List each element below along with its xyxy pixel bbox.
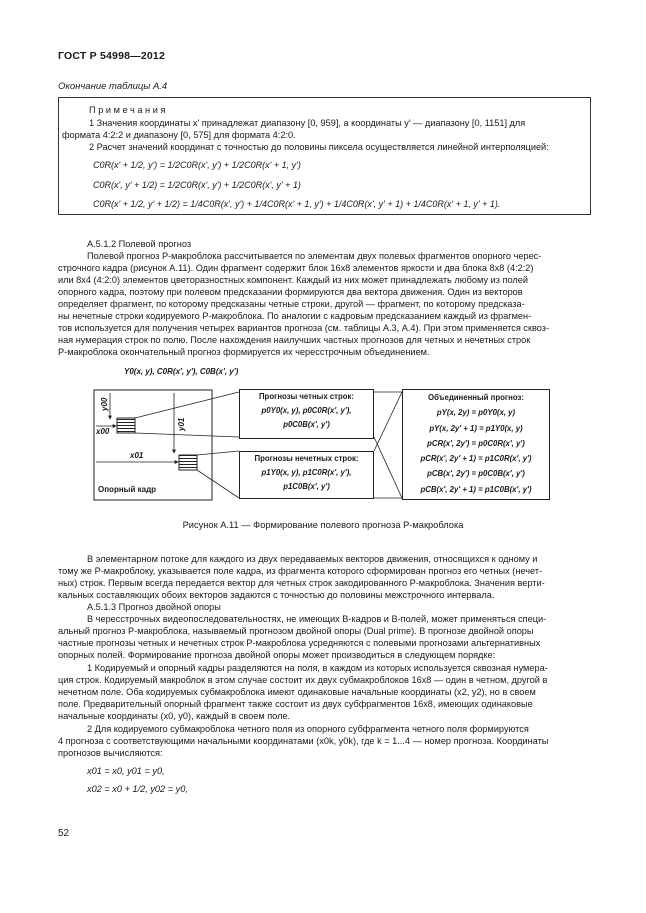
a513-item1-line: поле. Предварительный опорный фрагмент также состоит из двух субфрагментов 16x8, имеющих одинаковые — [58, 699, 533, 709]
figure-top-label: Y0(x, y), C0R(x', y'), C0B(x', y') — [124, 367, 239, 376]
table-continuation-caption: Окончание таблицы А.4 — [58, 81, 168, 92]
label-x01: x01 — [130, 451, 144, 460]
even-rows-title: Прогнозы четных строк: — [258, 392, 355, 401]
note-item-2: 2 Расчет значений координат с точностью до половины пиксела осуществляется линейной интерполяцией: — [89, 142, 549, 152]
formula-2: C0R(x', y' + 1/2) = 1/2C0R(x', y') + 1/2C0R(x', y' + 1) — [93, 180, 301, 190]
a512-line: Полевой прогноз P-макроблока рассчитывается по элементам двух полевых фрагментов опорного черес- — [87, 251, 542, 261]
a513-line: В чересстрочных видеопоследовательностях, не имеющих B-кадров и B-полей, может применяться специ- — [87, 614, 547, 624]
combined-line: pCR(x', 2y') = p0C0R(x', y') — [427, 438, 525, 448]
formula-3: C0R(x' + 1/2, y' + 1/2) = 1/4C0R(x', y') + 1/4C0R(x' + 1, y') + 1/4C0R(x', y' + 1) + 1/4C0R(x' + 1, y' + 1). — [93, 199, 501, 209]
note-item-1-line-1: 1 Значения координаты x' принадлежат диапазону [0, 959], а координаты y' — диапазону [0, 1151] для — [89, 118, 526, 128]
a513-line: альный прогноз P-макроблока, называемый прогнозом двойной опоры (Dual prime). В прогнозе двойной опоры — [58, 626, 534, 636]
document-header: ГОСТ Р 54998—2012 — [58, 50, 166, 62]
a512-line: опорного кадра, поэтому при полевом предсказании формируются два вектора движения. Один из векторов — [58, 287, 523, 297]
odd-rows-title: Прогнозы нечетных строк: — [254, 454, 359, 463]
paragraph-line: В элементарном потоке для каждого из двух передаваемых векторов движения, относящихся к одному и — [87, 554, 538, 564]
equation-1: x01 = x0, y01 = y0, — [87, 766, 165, 776]
a513-item1-line: начальные координаты (x0, y0), каждый в своем поле. — [58, 711, 291, 721]
notes-title: Примечания — [89, 105, 169, 115]
combined-line: pCB(x', 2y') = p0C0B(x', y') — [427, 469, 525, 479]
combined-prediction-box — [402, 389, 550, 500]
even-rows-prediction-box — [239, 389, 374, 439]
a513-item2-line: 4 прогноза с соответствующими начальными координатами (x0k, y0k), где k = 1...4 — номер прогноза. Координаты — [58, 736, 549, 746]
page-number: 52 — [58, 828, 70, 839]
a512-line: ны нечетные строки кодируемого P-макроблока. По аналогии с кадровым предсказанием каждый из фрагмен- — [58, 311, 532, 321]
label-x00: x00 — [96, 427, 110, 436]
a513-item1-line: нечетном поле. Оба кодируемых субмакроблока имеют одинаковые начальные координаты (x2, y2), но в своем — [58, 687, 536, 697]
formula-1: C0R(x' + 1/2, y') = 1/2C0R(x', y') + 1/2C0R(x' + 1, y') — [93, 160, 301, 170]
a513-item1-line: ция строк. Кодируемый макроблок в этом случае состоит их двух субмакроблоков 16x8 — один в четном, другой в — [58, 675, 548, 685]
section-a513-heading: А.5.1.3 Прогноз двойной опоры — [87, 602, 221, 612]
a512-line: строчного кадра (рисунок А.11). Один фрагмент содержит блок 16x8 элементов яркости и два блока 8x8 (4:2:2) — [58, 263, 534, 273]
note-item-1-line-2: формата 4:2:2 и диапазону [0, 575] для формата 4:2:0. — [62, 130, 296, 140]
a513-line: частные прогнозы четных и нечетных строк P-макроблока усредняются с полевыми прогнозами альтернативных — [58, 638, 541, 648]
a513-item2-line: прогнозов вычисляются: — [58, 748, 163, 758]
odd-rows-line: p1C0B(x', y') — [283, 482, 330, 491]
even-rows-line: p0Y0(x, y), p0C0R(x', y'), — [261, 406, 352, 415]
a512-line: определяет фрагмент, по которому предсказаны четные строки, другой — фрагмент, по которому предсказа- — [58, 299, 525, 309]
odd-rows-line: p1Y0(x, y), p1C0R(x', y'), — [261, 468, 352, 477]
notes-box — [58, 97, 591, 215]
a512-line: P-макроблока окончательный прогноз формируется их чересстрочным объединением. — [58, 347, 430, 357]
a513-line: опорных полей. Формирование прогноза двойной опоры может производиться в следующем порядке: — [58, 650, 496, 660]
label-y00: y00 — [100, 397, 109, 411]
a513-item1-line: 1 Кодируемый и опорный кадры разделяются на поля, в каждом из которых используется сквозная нумера- — [87, 663, 548, 673]
odd-rows-prediction-box — [239, 451, 374, 499]
combined-line: pY(x, 2y' + 1) = p1Y0(x, y) — [429, 423, 523, 433]
combined-line: pCR(x', 2y' + 1) = p1C0R(x', y') — [420, 454, 532, 464]
a512-line: ная нумерация строк по полю. После нахождения наилучших частных прогнозов для четных и нечетных строк — [58, 335, 531, 345]
combined-line: pY(x, 2y) = p0Y0(x, y) — [436, 408, 516, 418]
paragraph-line: тому же P-макроблоку, указывается поле кадра, из фрагмента которого сформирован прогноз его четных (нечет- — [58, 566, 543, 576]
reference-frame-label: Опорный кадр — [98, 485, 157, 494]
a512-line: или 8x4 (4:2:0) элементов цветоразностных компонент. Каждый из них может принадлежать любому из полей — [58, 275, 528, 285]
equation-2: x02 = x0 + 1/2, y02 = y0, — [87, 784, 188, 794]
a512-line: тов используется для получения четырех вариантов прогноза (см. таблицы А.3, А.4). При этом применяется сквоз- — [58, 323, 550, 333]
even-rows-line: p0C0B(x', y') — [283, 420, 330, 429]
paragraph-line: кальных составляющих обоих векторов задаются с точностью до половины межстрочного интервала. — [58, 590, 495, 600]
combined-line: pCB(x', 2y' + 1) = p1C0B(x', y') — [420, 484, 532, 494]
label-y01: y01 — [177, 417, 186, 431]
section-a512-heading: А.5.1.2 Полевой прогноз — [87, 239, 192, 249]
figure-a11 — [82, 367, 562, 507]
paragraph-line: ных) строк. Первым всегда передается вектор для четных строк закодированного P-макроблока. Значения верти- — [58, 578, 545, 588]
combined-title: Объединенный прогноз: — [428, 393, 524, 402]
figure-caption: Рисунок А.11 — Формирование полевого прогноза P-макроблока — [182, 520, 464, 530]
a513-item2-line: 2 Для кодируемого субмакроблока четного поля из опорного субфрагмента четного поля формируются — [87, 724, 529, 734]
